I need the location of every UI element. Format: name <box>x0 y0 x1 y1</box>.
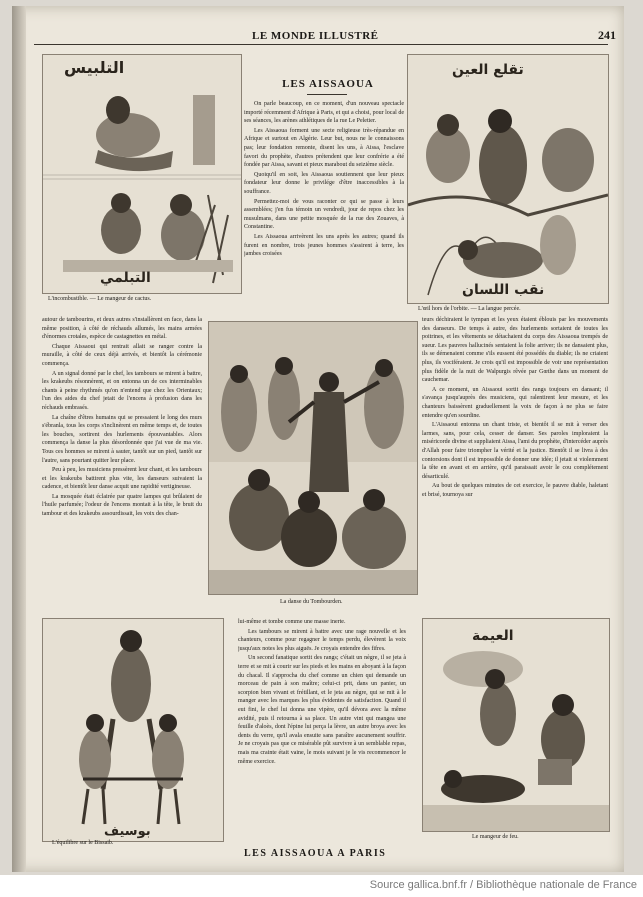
paragraph: L'Aissaoui entonna un chant triste, et bientôt il se mit à verser des larmes, sans, pour cela, cesser de danser. Ses paroles imploraient la miséricorde divine et suppliaient Aissa, l'ami du prophète, d'intercéder auprès d'Allah pour faire triompher la vérité et la justice. Bientôt il se livra à des contorsions dont il est impossible de donner une idée; il jetait si violemment la tête en avant et en arrière, qu'il paraissait avoir le cou complétement désarticulé. <box>422 422 608 480</box>
paragraph: Quoiqu'il en soit, les Aissaoua soutiennent que leur pieux fondateur leur donne le privilége d'être inaccessibles à la souffrance. <box>244 171 404 195</box>
paragraph: autour de tambourins, et deux autres s'installèrent en face, dans la même position, à côté de réchauds allumés, les mains armées d'énormes crotales, espèce de castagnettes en métal. <box>42 317 202 341</box>
figure-center-caption: La danse du Tombourden. <box>280 599 343 605</box>
paragraph: Un second fanatique sortit des rangs; c'était un nègre, il se jeta à terre et se mit à courir sur les pieds et les mains en aboyant à la façon du chacal. Il s'approcha du chef comme un chien qui demande un morceau de pain à son maître; celui-ci prit, dans un panier, un scorpion bien vivant et frétillant, et le jeta au nègre, qui se mit à le manger avec les marques les plus évidentes de satisfaction. Quand il eut fini, le chef lui donna une vipère, qu'il dévora avec la même avidité, puis il retourna à sa place. Un autre vint qui mangea une feuille d'aloès, dont l'épine lui perça la lèvre, un autre broya avec les dents du verre, qu'il avala ensuite sans paraître aucunement souffrir. Je ne croyais pas que ce misérable pût survivre à un semblable repas, mais ma crainte était vaine, le mois suivant je le vis recommencer le même exercice. <box>238 655 406 765</box>
paragraph: teurs déchiraient le tympan et les yeux étaient éblouis par les mouvements des danseurs. De temps à autre, des hurlements sortaient de toutes les poitrines, et les vêtements se détachaient du corps des Aissaoua trempés de sueur. Les pauvres hallucinés sentaient la folie arriver; ils ne dansaient plus, ils se démenaient comme s'ils eussent été possédés du diable; ils ne criaient plus, ils vociféraient. Je crois qu'il est impossible de voir une représentation plus fidèle de la nuit de Walpurgis rêvée par Gœthe dans un moment de cauchemar. <box>422 317 608 384</box>
newspaper-page <box>12 6 624 872</box>
figure-bottom-left-caption: L'équilibre sur le Bissaib. <box>52 840 114 846</box>
paragraph: On parle beaucoup, en ce moment, d'un nouveau spectacle importé récemment d'Afrique à Paris, et qui a choisi, pour local de ses séances, les arènes athlétiques de la rue Le Peletier. <box>244 101 404 125</box>
text-column-center-top <box>244 100 404 314</box>
text-column-center-bottom <box>238 618 406 838</box>
paragraph: Les Aissaoua arrivèrent les uns après les autres; quand ils furent en nombre, trois jeunes hommes s'assirent à terre, les jambes croisées <box>244 233 404 258</box>
paragraph: La mosquée était éclairée par quatre lampes qui brûlaient de l'huile parfumée; l'odeur de l'encens montait à la tête, le bruit du tambour et des krakeubs assourdissait, les voix des chan- <box>42 493 202 518</box>
paragraph: A ce moment, un Aissaoui sortit des rangs toujours en dansant; il s'avança jusqu'auprès des musiciens, qui ralentirent leur mesure, et les chanteurs baissèrent graduellement la voix de façon à ne plus se faire entendre qu'en sourdine. <box>422 386 608 419</box>
header-rule <box>34 44 608 45</box>
source-footer: Source gallica.bnf.fr / Bibliothèque nationale de France <box>369 879 637 891</box>
paragraph: Les Aissaoua forment une secte religieuse très-répandue en Afrique et surtout en Algérie. Leur but, nous ne le connaissons pas; leur fondation remonte, disent les uns, à Aissa, l'esclave favori du prophète, d'autres prétendent que leur confrérie a été fondée par Aissa, savant et pieux marabout du seizième siècle. <box>244 127 404 169</box>
figure-bottom-right-engraving <box>422 618 610 832</box>
text-column-left-middle <box>42 316 202 616</box>
paragraph: A un signal donné par le chef, les tambours se mirent à battre, les krakeubs résonnèrent, et on entonna un de ces interminables chants à peine rhythmés qu'on n'entend que chez les Orientaux; l'un des aides du chef jetait de l'encens à profusion dans les réchauds embrasés. <box>42 370 202 411</box>
paragraph: Au bout de quelques minutes de cet exercice, le pauvre diable, haletant et brisé, tournoya sur <box>422 483 608 498</box>
figure-bottom-left-engraving <box>42 618 224 842</box>
article-title: LES AISSAOUA <box>282 78 374 90</box>
title-rule <box>307 94 347 95</box>
bottom-title: LES AISSAOUA A PARIS <box>244 848 387 859</box>
page-spine-shadow <box>12 6 26 872</box>
figure-top-left-arabic-top: التلبيس <box>64 58 125 77</box>
paragraph: Les tambours se mirent à battre avec une rage nouvelle et les chanteurs, comme pour regagner le temps perdu, élevèrent la voix jusqu'aux notes les plus aiguës. Je croyais entendre des fifres. <box>238 628 406 652</box>
figure-top-left-engraving <box>42 54 242 294</box>
text-column-right-middle <box>422 316 608 616</box>
paragraph: Peu à peu, les musiciens pressèrent leur chant, et les tambours et les krakeubs battirent plus vite, les danseurs suivaient la cadence, et bientôt leur danse acquit une rapidité vertigineuse. <box>42 467 202 491</box>
figure-top-right-arabic-top: تقلع العين <box>452 62 524 78</box>
figure-top-left-arabic-bottom: التبلمي <box>100 270 151 286</box>
figure-top-right-engraving <box>407 54 609 304</box>
figure-top-left-caption: L'incombustible. — Le mangeur de cactus. <box>48 296 152 302</box>
figure-bottom-right-arabic: العيمة <box>472 628 514 644</box>
figure-top-right-arabic-bottom: نقب اللسان <box>462 282 545 298</box>
figure-top-right-caption: L'œil hors de l'orbite. — La langue percée. <box>418 306 521 312</box>
paragraph: lui-même et tombe comme une masse inerte. <box>238 619 346 625</box>
paragraph: La chaîne d'êtres humains qui se pressaient le long des murs s'ébranla, tous les corps s'inclinèrent en même temps et, de toutes les bouches, sortirent des hurlements épouvantables. Alors commença la danse la plus désordonnée que j'ai vue de ma vie. Tous ces hommes se mirent à sauter, tantôt sur un pied, tantôt sur l'autre, sans pourtant quitter leur place. <box>42 414 202 464</box>
figure-bottom-left-arabic: بوسيف <box>104 824 151 839</box>
figure-bottom-right-caption: Le mangeur de feu. <box>472 834 519 840</box>
paragraph: Chaque Aissaoui qui rentrait allait se ranger contre la muraille, à côté de ceux déjà arrivés, et bientôt la cérémonie commença. <box>42 343 202 367</box>
running-head: LE MONDE ILLUSTRÉ <box>252 30 379 42</box>
page-number: 241 <box>598 28 616 42</box>
figure-center-engraving <box>208 321 418 595</box>
paragraph: Permettez-moi de vous raconter ce qui se passe à leurs assemblées; j'en fus témoin un vendredi, jour de repos chez les musulmans, dans une petite mosquée de la rue des Zouaves, à Constantine. <box>244 198 404 231</box>
